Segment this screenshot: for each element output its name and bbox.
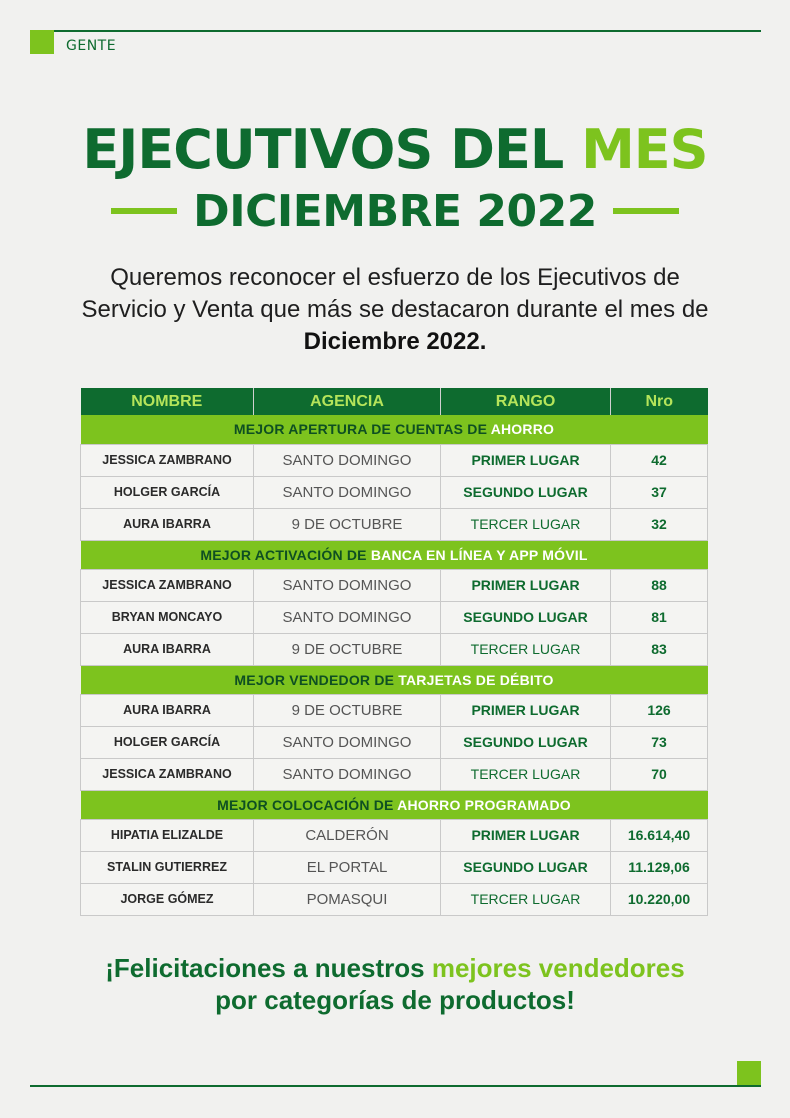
cell-rank: SEGUNDO LUGAR: [441, 601, 611, 633]
section-label: GENTE: [66, 38, 117, 54]
category-text: MEJOR ACTIVACIÓN DE: [200, 546, 371, 563]
page-title: [0, 118, 790, 181]
cell-agency: SANTO DOMINGO: [254, 726, 441, 758]
table-row: [81, 601, 708, 633]
right-dash: [613, 208, 679, 214]
cell-name: BRYAN MONCAYO: [81, 601, 254, 633]
cell-rank: PRIMER LUGAR: [441, 819, 611, 851]
cell-name: HOLGER GARCÍA: [81, 476, 254, 508]
cell-agency: 9 DE OCTUBRE: [254, 633, 441, 665]
cell-agency: SANTO DOMINGO: [254, 444, 441, 476]
subtitle: DICIEMBRE 2022: [193, 185, 597, 237]
category-row: [81, 790, 708, 819]
closing-part-2: mejores vendedores: [431, 953, 685, 983]
cell-value: 83: [611, 633, 708, 665]
table-row: [81, 883, 708, 915]
table-header-row: [81, 388, 708, 415]
cell-rank: PRIMER LUGAR: [441, 694, 611, 726]
cell-agency: EL PORTAL: [254, 851, 441, 883]
table-row: [81, 758, 708, 790]
intro-text: Queremos reconocer el esfuerzo de los Ejecutivos de Servicio y Venta que más se destacaron durante el mes de: [81, 264, 709, 323]
table-row: [81, 726, 708, 758]
closing-part-1: ¡Felicitaciones a nuestros: [105, 953, 432, 983]
top-divider: [30, 30, 761, 32]
cell-value: 16.614,40: [611, 819, 708, 851]
header-nro: Nro: [611, 388, 708, 415]
cell-name: JORGE GÓMEZ: [81, 883, 254, 915]
table-row: [81, 476, 708, 508]
cell-value: 73: [611, 726, 708, 758]
cell-agency: SANTO DOMINGO: [254, 601, 441, 633]
category-highlight: AHORRO PROGRAMADO: [397, 796, 571, 813]
intro-paragraph: [70, 262, 720, 358]
cell-agency: POMASQUI: [254, 883, 441, 915]
table-row: [81, 444, 708, 476]
category-text: MEJOR VENDEDOR DE: [234, 671, 399, 688]
table-row: [81, 819, 708, 851]
cell-rank: TERCER LUGAR: [441, 508, 611, 540]
cell-agency: SANTO DOMINGO: [254, 758, 441, 790]
cell-name: HIPATIA ELIZALDE: [81, 819, 254, 851]
cell-rank: SEGUNDO LUGAR: [441, 476, 611, 508]
title-part-1: EJECUTIVOS DEL: [82, 118, 582, 181]
cell-value: 81: [611, 601, 708, 633]
ranking-table: [80, 388, 708, 916]
cell-name: JESSICA ZAMBRANO: [81, 444, 254, 476]
category-label: [81, 790, 708, 819]
cell-value: 88: [611, 569, 708, 601]
cell-name: AURA IBARRA: [81, 694, 254, 726]
cell-name: AURA IBARRA: [81, 508, 254, 540]
top-accent-square: [30, 30, 54, 54]
header-rango: RANGO: [441, 388, 611, 415]
cell-name: JESSICA ZAMBRANO: [81, 758, 254, 790]
table-row: [81, 569, 708, 601]
category-highlight: BANCA EN LÍNEA Y APP MÓVIL: [370, 546, 588, 563]
cell-agency: 9 DE OCTUBRE: [254, 694, 441, 726]
table-row: [81, 633, 708, 665]
cell-value: 42: [611, 444, 708, 476]
cell-agency: CALDERÓN: [254, 819, 441, 851]
category-label: [81, 540, 708, 569]
cell-name: HOLGER GARCÍA: [81, 726, 254, 758]
left-dash: [111, 208, 177, 214]
category-label: [81, 665, 708, 694]
cell-value: 10.220,00: [611, 883, 708, 915]
category-text: MEJOR APERTURA DE CUENTAS DE: [233, 421, 491, 438]
cell-value: 37: [611, 476, 708, 508]
title-part-2: MES: [581, 118, 708, 181]
cell-value: 126: [611, 694, 708, 726]
category-highlight: TARJETAS DE DÉBITO: [398, 671, 554, 688]
category-highlight: AHORRO: [490, 421, 555, 438]
cell-rank: PRIMER LUGAR: [441, 444, 611, 476]
category-label: [81, 415, 708, 444]
header-agencia: AGENCIA: [254, 388, 441, 415]
cell-agency: SANTO DOMINGO: [254, 569, 441, 601]
category-text: MEJOR COLOCACIÓN DE: [217, 796, 398, 813]
cell-agency: SANTO DOMINGO: [254, 476, 441, 508]
cell-rank: TERCER LUGAR: [441, 758, 611, 790]
bottom-divider: [30, 1085, 761, 1087]
cell-rank: TERCER LUGAR: [441, 633, 611, 665]
category-row: [81, 415, 708, 444]
cell-value: 11.129,06: [611, 851, 708, 883]
cell-name: AURA IBARRA: [81, 633, 254, 665]
cell-value: 32: [611, 508, 708, 540]
bottom-accent-square: [737, 1061, 761, 1085]
cell-name: STALIN GUTIERREZ: [81, 851, 254, 883]
cell-name: JESSICA ZAMBRANO: [81, 569, 254, 601]
cell-rank: PRIMER LUGAR: [441, 569, 611, 601]
cell-rank: TERCER LUGAR: [441, 883, 611, 915]
subtitle-row: [0, 186, 790, 236]
cell-agency: 9 DE OCTUBRE: [254, 508, 441, 540]
table-row: [81, 694, 708, 726]
cell-rank: SEGUNDO LUGAR: [441, 726, 611, 758]
cell-value: 70: [611, 758, 708, 790]
intro-bold: Diciembre 2022.: [303, 328, 487, 355]
cell-rank: SEGUNDO LUGAR: [441, 851, 611, 883]
category-row: [81, 540, 708, 569]
closing-message: [40, 952, 750, 1016]
table-row: [81, 508, 708, 540]
header-nombre: NOMBRE: [81, 388, 254, 415]
closing-part-3: por categorías de productos!: [215, 985, 575, 1015]
category-row: [81, 665, 708, 694]
table-row: [81, 851, 708, 883]
